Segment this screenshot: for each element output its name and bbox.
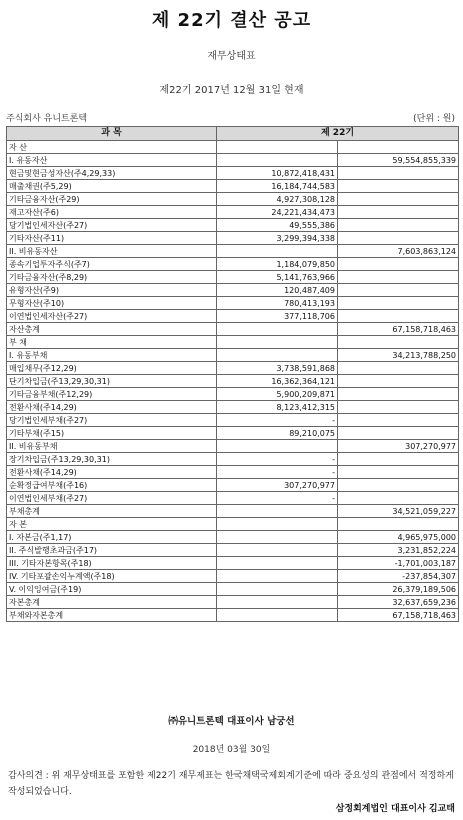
table-row xyxy=(7,336,459,349)
table-row xyxy=(7,609,459,622)
table-row xyxy=(7,349,459,362)
table-row xyxy=(7,362,459,375)
row-sub-amount xyxy=(217,336,338,349)
row-total-amount xyxy=(338,388,459,401)
row-label: II. 비유동자산 xyxy=(7,245,217,258)
row-total-amount xyxy=(338,206,459,219)
row-sub-amount: 4,927,308,128 xyxy=(217,193,338,206)
row-sub-amount: - xyxy=(217,414,338,427)
row-total-amount xyxy=(338,427,459,440)
row-label: 장기차입금(주13,29,30,31) xyxy=(7,453,217,466)
table-row xyxy=(7,375,459,388)
row-total-amount xyxy=(338,453,459,466)
table-row xyxy=(7,492,459,505)
row-sub-amount: 16,362,364,121 xyxy=(217,375,338,388)
row-label: 현금및현금성자산(주4,29,33) xyxy=(7,167,217,180)
row-label: 자산총계 xyxy=(7,323,217,336)
table-header-row xyxy=(7,127,459,141)
balance-sheet-table xyxy=(6,126,459,622)
row-total-amount: -1,701,003,187 xyxy=(338,557,459,570)
row-sub-amount xyxy=(217,349,338,362)
row-label: 단기차입금(주13,29,30,31) xyxy=(7,375,217,388)
row-total-amount: 34,213,788,250 xyxy=(338,349,459,362)
row-sub-amount xyxy=(217,596,338,609)
row-sub-amount xyxy=(217,570,338,583)
row-label: 부 채 xyxy=(7,336,217,349)
row-sub-amount: 120,487,409 xyxy=(217,284,338,297)
table-row xyxy=(7,154,459,167)
table-row xyxy=(7,440,459,453)
table-row xyxy=(7,531,459,544)
row-total-amount: 59,554,855,339 xyxy=(338,154,459,167)
row-sub-amount: 24,221,434,473 xyxy=(217,206,338,219)
table-row xyxy=(7,505,459,518)
row-sub-amount xyxy=(217,440,338,453)
row-sub-amount xyxy=(217,583,338,596)
company-name: 주식회사 유니트론텍 xyxy=(6,114,88,124)
row-total-amount: 3,231,852,224 xyxy=(338,544,459,557)
table-row xyxy=(7,323,459,336)
row-sub-amount: 1,184,079,850 xyxy=(217,258,338,271)
col-header-item: 과 목 xyxy=(7,127,217,141)
row-sub-amount xyxy=(217,531,338,544)
row-label: IV. 기타포괄손익누계액(주18) xyxy=(7,570,217,583)
table-row xyxy=(7,167,459,180)
row-sub-amount: 780,413,193 xyxy=(217,297,338,310)
row-label: 이연법인세자산(주27) xyxy=(7,310,217,323)
row-total-amount: 34,521,059,227 xyxy=(338,505,459,518)
row-total-amount xyxy=(338,284,459,297)
row-total-amount xyxy=(338,232,459,245)
row-sub-amount xyxy=(217,323,338,336)
row-label: 매입채무(주12,29) xyxy=(7,362,217,375)
table-row xyxy=(7,427,459,440)
notice-date: 2018년 03월 30일 xyxy=(192,745,271,755)
row-sub-amount xyxy=(217,518,338,531)
table-row xyxy=(7,284,459,297)
table-row xyxy=(7,518,459,531)
row-total-amount xyxy=(338,492,459,505)
row-total-amount xyxy=(338,336,459,349)
row-label: 유형자산(주9) xyxy=(7,284,217,297)
row-total-amount xyxy=(338,401,459,414)
table-row xyxy=(7,479,459,492)
row-sub-amount xyxy=(217,544,338,557)
row-sub-amount: - xyxy=(217,466,338,479)
row-total-amount xyxy=(338,466,459,479)
row-total-amount xyxy=(338,297,459,310)
row-sub-amount: 16,184,744,583 xyxy=(217,180,338,193)
unit-label: (단위 : 원) xyxy=(413,114,455,124)
row-label: I. 유동부채 xyxy=(7,349,217,362)
auditor-name: 삼정회계법인 대표이사 김교태 xyxy=(335,804,455,814)
row-sub-amount: 10,872,418,431 xyxy=(217,167,338,180)
row-label: 기타부채(주15) xyxy=(7,427,217,440)
row-label: 자 본 xyxy=(7,518,217,531)
row-label: 부채와자본총계 xyxy=(7,609,217,622)
row-sub-amount xyxy=(217,245,338,258)
row-label: 전환사채(주14,29) xyxy=(7,401,217,414)
row-total-amount: 67,158,718,463 xyxy=(338,323,459,336)
row-sub-amount: 307,270,977 xyxy=(217,479,338,492)
row-total-amount xyxy=(338,258,459,271)
ceo-signature-line: ㈜유니트론텍 대표이사 남궁선 xyxy=(168,716,295,727)
row-sub-amount: 89,210,075 xyxy=(217,427,338,440)
row-label: 전환사채(주14,29) xyxy=(7,466,217,479)
row-label: 기타자산(주11) xyxy=(7,232,217,245)
row-total-amount xyxy=(338,362,459,375)
row-label: 기타금융부채(주12,29) xyxy=(7,388,217,401)
row-sub-amount xyxy=(217,154,338,167)
row-sub-amount: - xyxy=(217,492,338,505)
row-total-amount: 307,270,977 xyxy=(338,440,459,453)
row-total-amount xyxy=(338,167,459,180)
row-total-amount xyxy=(338,518,459,531)
statement-period: 제22기 2017년 12월 31일 현재 xyxy=(159,85,304,96)
table-row xyxy=(7,219,459,232)
row-sub-amount: 5,900,209,871 xyxy=(217,388,338,401)
table-row xyxy=(7,141,459,154)
table-row xyxy=(7,401,459,414)
row-label: 기타금융자산(주8,29) xyxy=(7,271,217,284)
table-row xyxy=(7,245,459,258)
table-row xyxy=(7,570,459,583)
row-total-amount xyxy=(338,375,459,388)
row-total-amount xyxy=(338,414,459,427)
row-label: V. 이익잉여금(주19) xyxy=(7,583,217,596)
row-label: II. 비유동부채 xyxy=(7,440,217,453)
table-row xyxy=(7,180,459,193)
row-label: 순확정급여부채(주16) xyxy=(7,479,217,492)
table-row xyxy=(7,388,459,401)
balance-sheet-body xyxy=(7,141,459,622)
row-total-amount xyxy=(338,479,459,492)
row-sub-amount: 8,123,412,315 xyxy=(217,401,338,414)
table-row xyxy=(7,258,459,271)
table-row xyxy=(7,310,459,323)
row-label: 부채총계 xyxy=(7,505,217,518)
table-row xyxy=(7,297,459,310)
row-label: 기타금융자산(주29) xyxy=(7,193,217,206)
row-total-amount: 32,637,659,236 xyxy=(338,596,459,609)
row-total-amount xyxy=(338,193,459,206)
table-row xyxy=(7,466,459,479)
row-total-amount xyxy=(338,310,459,323)
row-total-amount xyxy=(338,141,459,154)
statement-subtitle: 재무상태표 xyxy=(207,51,256,62)
row-label: II. 주식발행초과금(주17) xyxy=(7,544,217,557)
row-label: I. 유동자산 xyxy=(7,154,217,167)
row-sub-amount: 3,299,394,338 xyxy=(217,232,338,245)
row-label: 자본총계 xyxy=(7,596,217,609)
row-label: 매출채권(주5,29) xyxy=(7,180,217,193)
row-sub-amount xyxy=(217,557,338,570)
col-header-period: 제 22기 xyxy=(217,127,459,141)
row-label: 당기법인세부채(주27) xyxy=(7,414,217,427)
row-sub-amount: 5,141,763,966 xyxy=(217,271,338,284)
row-label: 당기법인세자산(주27) xyxy=(7,219,217,232)
table-row xyxy=(7,232,459,245)
row-total-amount xyxy=(338,219,459,232)
row-total-amount: 67,158,718,463 xyxy=(338,609,459,622)
row-label: 자 산 xyxy=(7,141,217,154)
row-sub-amount: 49,555,386 xyxy=(217,219,338,232)
row-label: 종속기업투자주식(주7) xyxy=(7,258,217,271)
notice-title: 제 22기 결산 공고 xyxy=(151,10,312,31)
row-label: I. 자본금(주1,17) xyxy=(7,531,217,544)
row-total-amount xyxy=(338,180,459,193)
table-row xyxy=(7,271,459,284)
audit-opinion: 감사의견 : 위 재무상태표를 포함한 제22기 재무제표는 한국채택국제회계기준에 따라 중요성의 관점에서 적정하게 작성되었습니다. xyxy=(8,771,454,797)
row-sub-amount xyxy=(217,505,338,518)
row-total-amount: 7,603,863,124 xyxy=(338,245,459,258)
table-row xyxy=(7,544,459,557)
row-sub-amount xyxy=(217,609,338,622)
table-row xyxy=(7,596,459,609)
row-label: 이연법인세부채(주27) xyxy=(7,492,217,505)
row-sub-amount: 377,118,706 xyxy=(217,310,338,323)
row-sub-amount: - xyxy=(217,453,338,466)
table-row xyxy=(7,557,459,570)
row-sub-amount: 3,738,591,868 xyxy=(217,362,338,375)
row-label: III. 기타자본항목(주18) xyxy=(7,557,217,570)
row-sub-amount xyxy=(217,141,338,154)
table-row xyxy=(7,583,459,596)
row-total-amount: 26,379,189,506 xyxy=(338,583,459,596)
row-total-amount: 4,965,975,000 xyxy=(338,531,459,544)
table-row xyxy=(7,453,459,466)
row-total-amount: -237,854,307 xyxy=(338,570,459,583)
table-row xyxy=(7,414,459,427)
table-row xyxy=(7,206,459,219)
table-row xyxy=(7,193,459,206)
row-total-amount xyxy=(338,271,459,284)
row-label: 무형자산(주10) xyxy=(7,297,217,310)
row-label: 재고자산(주6) xyxy=(7,206,217,219)
